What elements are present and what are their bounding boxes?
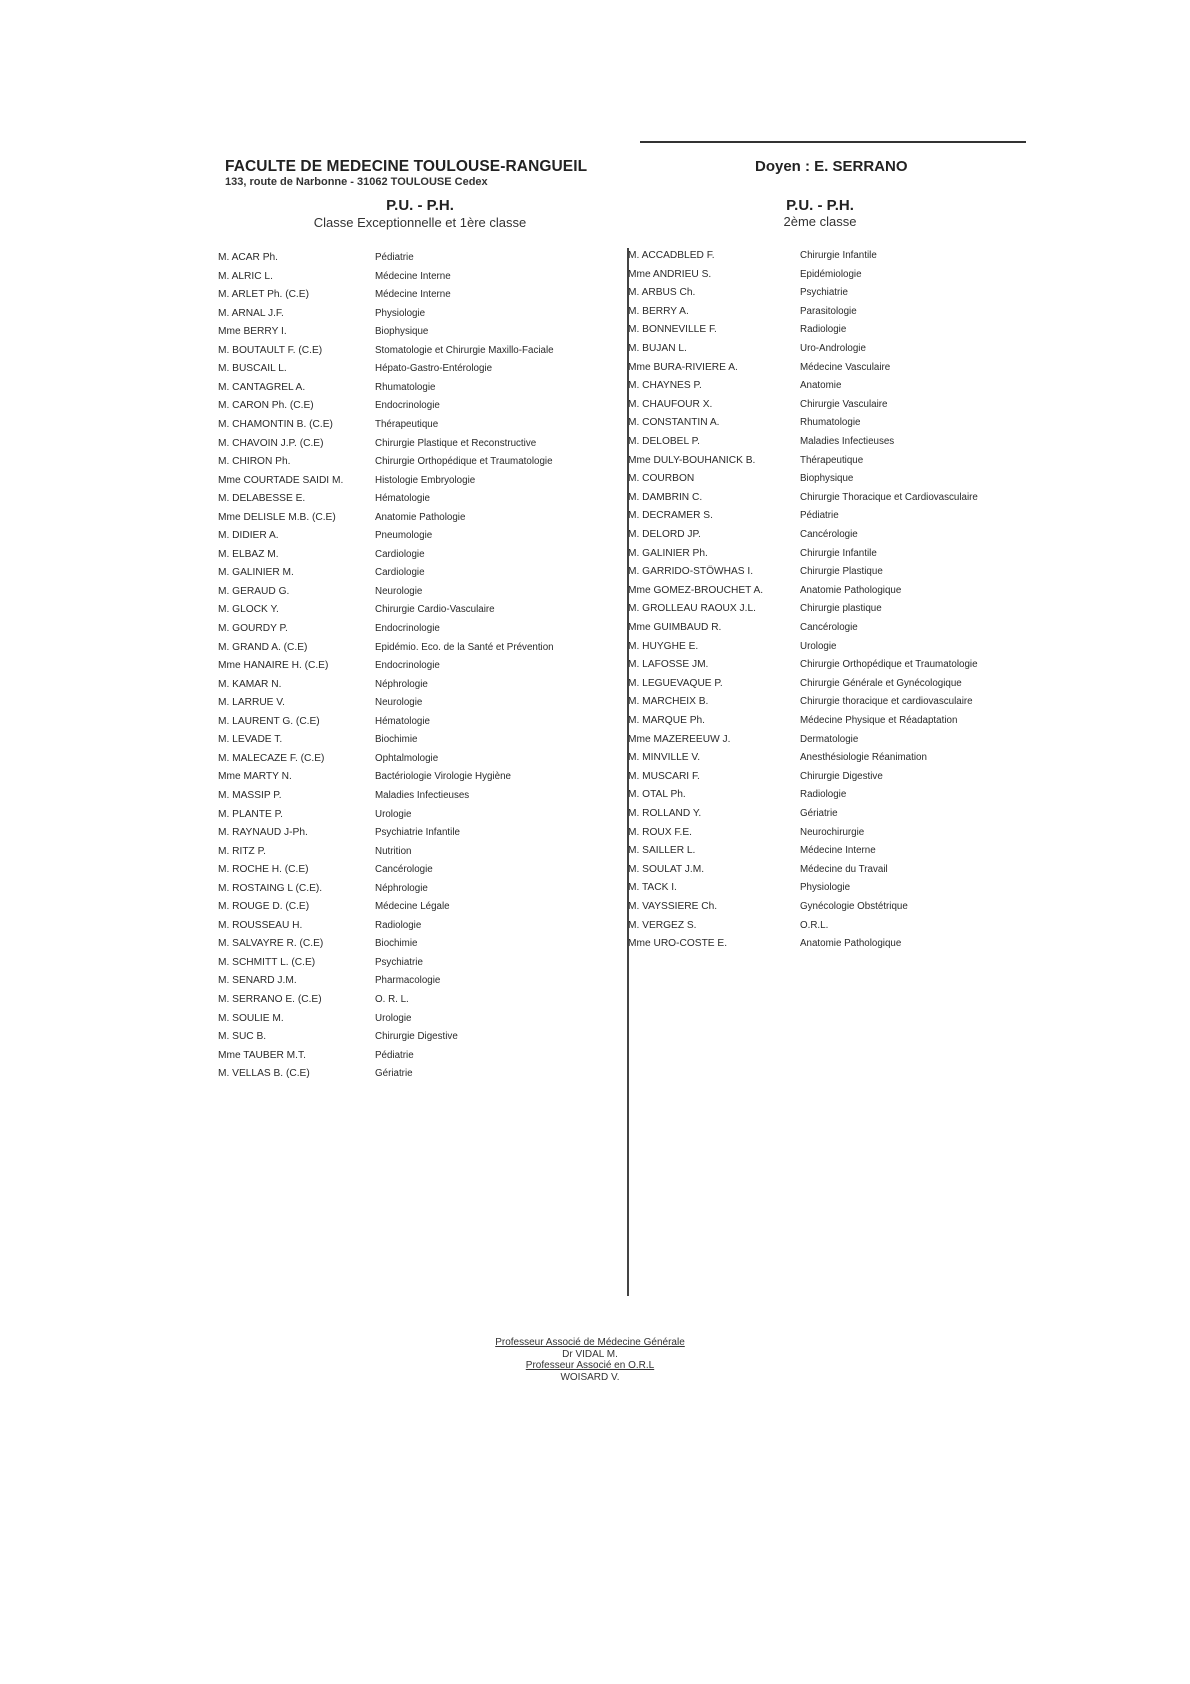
specialty: Hépato-Gastro-Entérologie xyxy=(375,363,493,375)
specialty: Psychiatrie xyxy=(375,956,423,968)
professor-name: M. DELABESSE E. xyxy=(218,493,306,505)
footer-line-2: Dr VIDAL M. xyxy=(562,1348,618,1360)
specialty: Chirurgie Infantile xyxy=(800,547,877,559)
professor-name: M. ROUSSEAU H. xyxy=(218,919,303,931)
specialty: Gynécologie Obstétrique xyxy=(800,901,908,912)
specialty: Histologie Embryologie xyxy=(375,474,476,486)
professor-name: M. LAURENT G. (C.E) xyxy=(218,715,320,727)
specialty: Pédiatrie xyxy=(375,1049,414,1061)
professor-name: M. VERGEZ S. xyxy=(628,919,697,931)
specialty: Chirurgie Cardio-Vasculaire xyxy=(375,604,495,616)
professor-name: M. SOULAT J.M. xyxy=(628,863,705,875)
specialty: Anesthésiologie Réanimation xyxy=(800,752,927,764)
specialty: Psychiatrie xyxy=(800,287,848,299)
specialty: Médecine Interne xyxy=(800,845,876,857)
professor-name: M. SENARD J.M. xyxy=(218,975,297,987)
specialty: Dermatologie xyxy=(800,733,859,745)
specialty: Neurologie xyxy=(375,585,423,597)
specialty: Cardiologie xyxy=(375,548,425,560)
professor-name: M. ARBUS Ch. xyxy=(628,287,696,299)
professor-name: M. MINVILLE V. xyxy=(628,752,701,764)
specialty: Chirurgie Orthopédique et Traumatologie xyxy=(375,456,553,468)
professor-name: M. VELLAS B. (C.E) xyxy=(218,1068,310,1080)
professor-name: M. GROLLEAU RAOUX J.L. xyxy=(628,603,756,615)
professor-name: M. ACCADBLED F. xyxy=(628,250,715,261)
professor-name: M. ROSTAING L (C.E). xyxy=(218,882,323,894)
specialty: Néphrologie xyxy=(375,882,428,894)
professor-name: M. SCHMITT L. (C.E) xyxy=(218,956,316,968)
specialty: Médecine du Travail xyxy=(800,863,888,875)
specialty: Pharmacologie xyxy=(375,975,441,987)
professor-name: M. MUSCARI F. xyxy=(628,770,700,782)
specialty: Thérapeutique xyxy=(375,418,439,430)
specialty: Radiologie xyxy=(375,919,422,931)
professor-name: M. CHAVOIN J.P. (C.E) xyxy=(218,437,324,449)
professor-name: Mme DULY-BOUHANICK B. xyxy=(628,454,756,466)
specialty: Médecine Vasculaire xyxy=(800,361,891,373)
specialty: Biophysique xyxy=(375,326,429,338)
specialty: Thérapeutique xyxy=(800,454,864,466)
specialty: Chirurgie Plastique xyxy=(800,566,883,578)
faculty-address: 133, route de Narbonne - 31062 TOULOUSE Cedex xyxy=(225,176,488,188)
specialty: Epidémio. Eco. de la Santé et Prévention xyxy=(375,641,554,653)
specialty: Médecine Interne xyxy=(375,270,451,282)
professor-name: Mme GUIMBAUD R. xyxy=(628,622,722,633)
left-section-title: P.U. - P.H. xyxy=(386,197,454,214)
specialty: Chirurgie Orthopédique et Traumatologie xyxy=(800,659,978,671)
specialty: Epidémiologie xyxy=(800,268,862,280)
professor-name: M. DELOBEL P. xyxy=(628,436,700,447)
professor-name: M. HUYGHE E. xyxy=(628,640,699,652)
professor-name: M. LEVADE T. xyxy=(218,734,283,746)
specialty: Neurochirurgie xyxy=(800,826,865,838)
top-rule xyxy=(640,141,1026,143)
professor-name: Mme ANDRIEU S. xyxy=(628,268,712,280)
specialty: Neurologie xyxy=(375,697,423,709)
professor-name: M. SALVAYRE R. (C.E) xyxy=(218,938,324,950)
professor-name: Mme MAZEREEUW J. xyxy=(628,733,731,745)
specialty: Uro-Andrologie xyxy=(800,343,866,354)
professor-name: Mme GOMEZ-BROUCHET A. xyxy=(628,584,764,596)
specialty: Stomatologie et Chirurgie Maxillo-Faciale xyxy=(375,344,554,356)
professor-name: M. DELORD JP. xyxy=(628,529,701,540)
professor-name: M. MALECAZE F. (C.E) xyxy=(218,752,325,764)
professor-name: M. ALRIC L. xyxy=(218,270,273,282)
specialty: Gériatrie xyxy=(375,1068,413,1080)
specialty: Endocrinologie xyxy=(375,660,440,672)
professor-name: M. BUSCAIL L. xyxy=(218,363,287,375)
professor-name: M. RITZ P. xyxy=(218,845,266,857)
professor-name: M. GARRIDO-STÖWHAS I. xyxy=(628,566,754,578)
specialty: Biochimie xyxy=(375,938,418,950)
professor-name: Mme COURTADE SAIDI M. xyxy=(218,474,344,486)
specialty: Hématologie xyxy=(375,493,431,505)
professor-name: M. ROCHE H. (C.E) xyxy=(218,864,309,876)
professor-name: M. GLOCK Y. xyxy=(218,604,279,616)
specialty: Endocrinologie xyxy=(375,623,440,634)
professor-name: M. TACK I. xyxy=(628,882,677,894)
faculty-title: FACULTE DE MEDECINE TOULOUSE-RANGUEIL xyxy=(225,158,588,175)
professor-name: Mme BERRY I. xyxy=(218,326,287,338)
specialty: Pédiatrie xyxy=(800,510,839,522)
specialty: Urologie xyxy=(375,808,412,820)
specialty: Anatomie Pathologique xyxy=(800,584,902,596)
footer-line-1: Professeur Associé de Médecine Générale xyxy=(495,1337,685,1348)
specialty: Biochimie xyxy=(375,734,418,746)
professor-name: M. COURBON xyxy=(628,473,695,485)
specialty: Psychiatrie Infantile xyxy=(375,827,460,839)
professor-name: M. ELBAZ M. xyxy=(218,548,279,560)
specialty: Chirurgie Thoracique et Cardiovasculaire xyxy=(800,491,978,503)
professor-name: Mme TAUBER M.T. xyxy=(218,1049,306,1061)
professor-name: M. LEGUEVAQUE P. xyxy=(628,677,723,689)
specialty: Chirurgie Digestive xyxy=(375,1031,458,1043)
professor-name: M. SAILLER L. xyxy=(628,845,696,857)
professor-name: M. GERAUD G. xyxy=(218,585,290,597)
specialty: Cancérologie xyxy=(800,622,858,633)
professor-name: M. CANTAGREL A. xyxy=(218,381,306,393)
professor-name: Mme DELISLE M.B. (C.E) xyxy=(218,511,336,523)
professor-name: M. VAYSSIERE Ch. xyxy=(628,901,718,912)
left-section-subtitle: Classe Exceptionnelle et 1ère classe xyxy=(313,215,527,230)
specialty: Cardiologie xyxy=(375,567,425,579)
specialty: O. R. L. xyxy=(375,994,409,1005)
professor-name: M. ARLET Ph. (C.E) xyxy=(218,289,309,301)
professor-name: Mme URO-COSTE E. xyxy=(628,938,728,950)
specialty: Cancérologie xyxy=(375,864,433,876)
professor-name: M. DAMBRIN C. xyxy=(628,491,703,503)
professor-name: M. MARQUE Ph. xyxy=(628,715,705,726)
specialty: Urologie xyxy=(800,640,837,652)
professor-name: M. GALINIER Ph. xyxy=(628,547,708,559)
specialty: Chirurgie Digestive xyxy=(800,770,883,782)
professor-name: M. BOUTAULT F. (C.E) xyxy=(218,344,323,356)
footer xyxy=(420,1337,760,1383)
specialty: Cancérologie xyxy=(800,529,858,540)
professor-name: M. GRAND A. (C.E) xyxy=(218,641,308,653)
specialty: Médecine Interne xyxy=(375,289,451,301)
professor-name: M. MASSIP P. xyxy=(218,789,282,801)
professor-name: M. GOURDY P. xyxy=(218,623,288,634)
right-section-subtitle: 2ème classe xyxy=(783,214,857,229)
professor-name: M. CARON Ph. (C.E) xyxy=(218,400,314,412)
professor-name: M. ARNAL J.F. xyxy=(218,307,284,319)
professor-name: M. CONSTANTIN A. xyxy=(628,417,720,429)
specialty: Urologie xyxy=(375,1012,412,1024)
professor-name: M. SOULIE M. xyxy=(218,1012,284,1024)
specialty: Anatomie xyxy=(800,380,842,392)
professor-name: M. ACAR Ph. xyxy=(218,252,279,263)
specialty: Endocrinologie xyxy=(375,400,440,412)
professor-name: Mme BURA-RIVIERE A. xyxy=(628,361,738,373)
specialty: Radiologie xyxy=(800,324,847,336)
professor-name: Mme HANAIRE H. (C.E) xyxy=(218,660,329,672)
professor-name: M. BERRY A. xyxy=(628,305,689,317)
professor-name: M. LAFOSSE JM. xyxy=(628,659,709,671)
specialty: Anatomie Pathologie xyxy=(375,511,466,523)
professor-name: M. LARRUE V. xyxy=(218,697,285,709)
specialty: Radiologie xyxy=(800,789,847,801)
professor-name: M. CHIRON Ph. xyxy=(218,456,291,468)
professor-name: M. OTAL Ph. xyxy=(628,789,686,801)
professor-name: M. KAMAR N. xyxy=(218,678,282,690)
specialty: Médecine Physique et Réadaptation xyxy=(800,715,958,726)
professor-name: M. CHAUFOUR X. xyxy=(628,398,713,410)
professor-name: M. DECRAMER S. xyxy=(628,510,713,522)
professor-name: M. CHAYNES P. xyxy=(628,380,702,392)
professor-name: M. SUC B. xyxy=(218,1031,267,1043)
footer-line-4: WOISARD V. xyxy=(560,1371,620,1383)
specialty: Anatomie Pathologique xyxy=(800,938,902,950)
professor-name: M. BUJAN L. xyxy=(628,343,687,354)
dean-label: Doyen : E. SERRANO xyxy=(755,158,908,175)
professor-name: M. MARCHEIX B. xyxy=(628,696,709,708)
professor-name: M. ROUGE D. (C.E) xyxy=(218,901,310,913)
specialty: Parasitologie xyxy=(800,305,857,317)
specialty: Physiologie xyxy=(375,307,426,319)
specialty: Biophysique xyxy=(800,473,854,485)
specialty: Nutrition xyxy=(375,845,412,857)
professor-name: M. RAYNAUD J-Ph. xyxy=(218,827,308,839)
specialty: Physiologie xyxy=(800,882,851,894)
professor-name: M. DIDIER A. xyxy=(218,530,279,542)
specialty: Hématologie xyxy=(375,715,431,727)
professor-name: M. CHAMONTIN B. (C.E) xyxy=(218,418,333,430)
professor-name: M. SERRANO E. (C.E) xyxy=(218,994,322,1005)
specialty: Chirurgie Plastique et Reconstructive xyxy=(375,437,537,449)
specialty: Chirurgie thoracique et cardiovasculaire xyxy=(800,696,973,708)
professor-name: M. BONNEVILLE F. xyxy=(628,324,717,336)
specialty: Néphrologie xyxy=(375,678,428,690)
specialty: Ophtalmologie xyxy=(375,752,439,764)
specialty: Maladies Infectieuses xyxy=(375,789,470,801)
right-section-title: P.U. - P.H. xyxy=(786,197,854,214)
specialty: Rhumatologie xyxy=(800,417,861,429)
specialty: Pneumologie xyxy=(375,530,433,542)
professor-name: M. PLANTE P. xyxy=(218,808,283,820)
professor-name: M. GALINIER M. xyxy=(218,567,294,579)
specialty: Chirurgie Vasculaire xyxy=(800,398,888,410)
footer-line-3: Professeur Associé en O.R.L xyxy=(525,1360,655,1371)
specialty: Chirurgie Générale et Gynécologique xyxy=(800,677,962,689)
specialty: Chirurgie plastique xyxy=(800,603,882,615)
professor-name: M. ROUX F.E. xyxy=(628,826,692,838)
specialty: Maladies Infectieuses xyxy=(800,436,895,447)
professor-name: M. ROLLAND Y. xyxy=(628,808,702,819)
professor-name: Mme MARTY N. xyxy=(218,771,292,783)
specialty: Médecine Légale xyxy=(375,901,450,913)
specialty: Gériatrie xyxy=(800,808,838,819)
specialty: Bactériologie Virologie Hygiène xyxy=(375,771,511,783)
specialty: Rhumatologie xyxy=(375,381,436,393)
specialty: Pédiatrie xyxy=(375,252,414,263)
specialty: O.R.L. xyxy=(800,919,829,931)
specialty: Chirurgie Infantile xyxy=(800,250,877,261)
